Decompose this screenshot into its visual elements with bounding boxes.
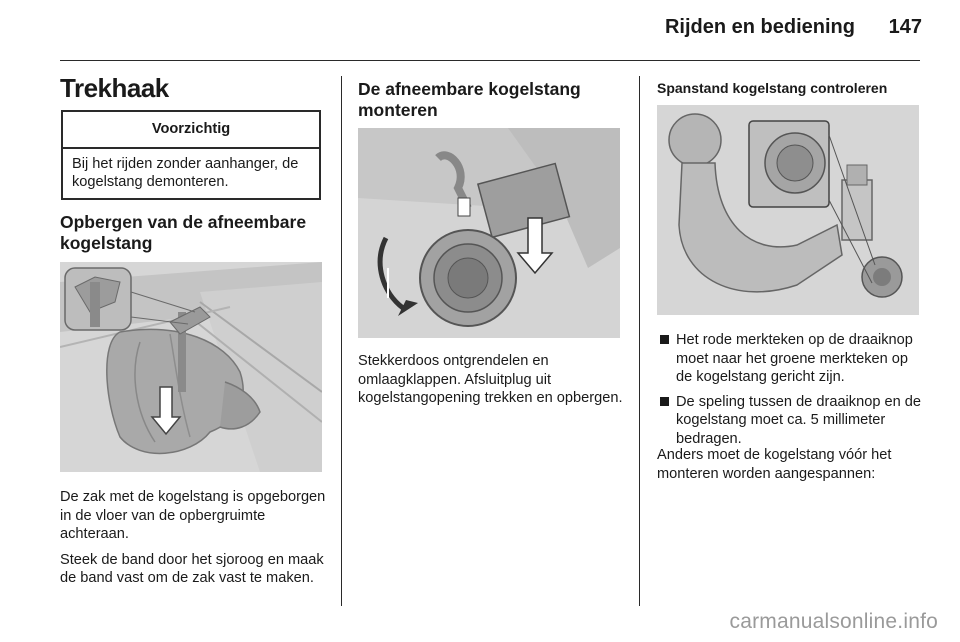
section-heading-trekhaak: Trekhaak [60,73,169,103]
socket-illustration [358,128,620,338]
bullet-square-icon [660,397,669,406]
list-item [660,331,922,387]
list-item-text: De speling tussen de draaiknop en de kogelstang moet ca. 5 millimeter bedragen. [676,393,922,447]
caution-text: Bij het rijden zonder aanhanger, de kogelstang demonteren. [72,156,299,190]
tow-ball-illustration [657,105,919,315]
figure-mounting [358,128,620,338]
running-header-title: Rijden en bediening [664,16,855,38]
caution-box [61,110,321,200]
storage-bag-illustration [60,262,322,472]
bullet-square-icon [660,335,669,344]
tension-check-list [660,331,922,454]
subheading-storage: Opbergen van de afneembare kogelstang [60,212,307,253]
subheading-mounting: De afneembare kogelstang monteren [358,79,581,120]
page-number: 147 [888,16,922,38]
caution-title: Voorzichtig [63,112,319,149]
tension-paragraph: Anders moet de kogelstang vóór het monteren worden aangespannen: [657,447,892,482]
column-divider-1 [341,76,342,606]
figure-tow-ball [657,105,919,315]
column-divider-2 [639,76,640,606]
list-item [660,393,922,449]
figure-storage-bag [60,262,322,472]
storage-paragraph-1: De zak met de kogelstang is opgeborgen in de vloer van de opbergruimte achteraan. [60,489,326,542]
mounting-paragraph: Stekkerdoos ontgrendelen en omlaagklappen. Afsluitplug uit kogelstangopening trekken en opbergen. [358,353,623,406]
storage-text [60,488,332,595]
watermark: carmanualsonline.info [729,610,938,633]
tension-text [657,446,922,490]
list-item-text: Het rode merkteken op de draaiknop moet naar het groene merkteken op de kogelstang gericht zijn. [676,332,913,385]
mounting-text [358,352,628,415]
storage-paragraph-2: Steek de band door het sjoroog en maak de band vast om de zak vast te maken. [60,551,324,586]
subheading-tension-check: Spanstand kogelstang controleren [657,80,888,96]
header-rule [60,60,920,61]
